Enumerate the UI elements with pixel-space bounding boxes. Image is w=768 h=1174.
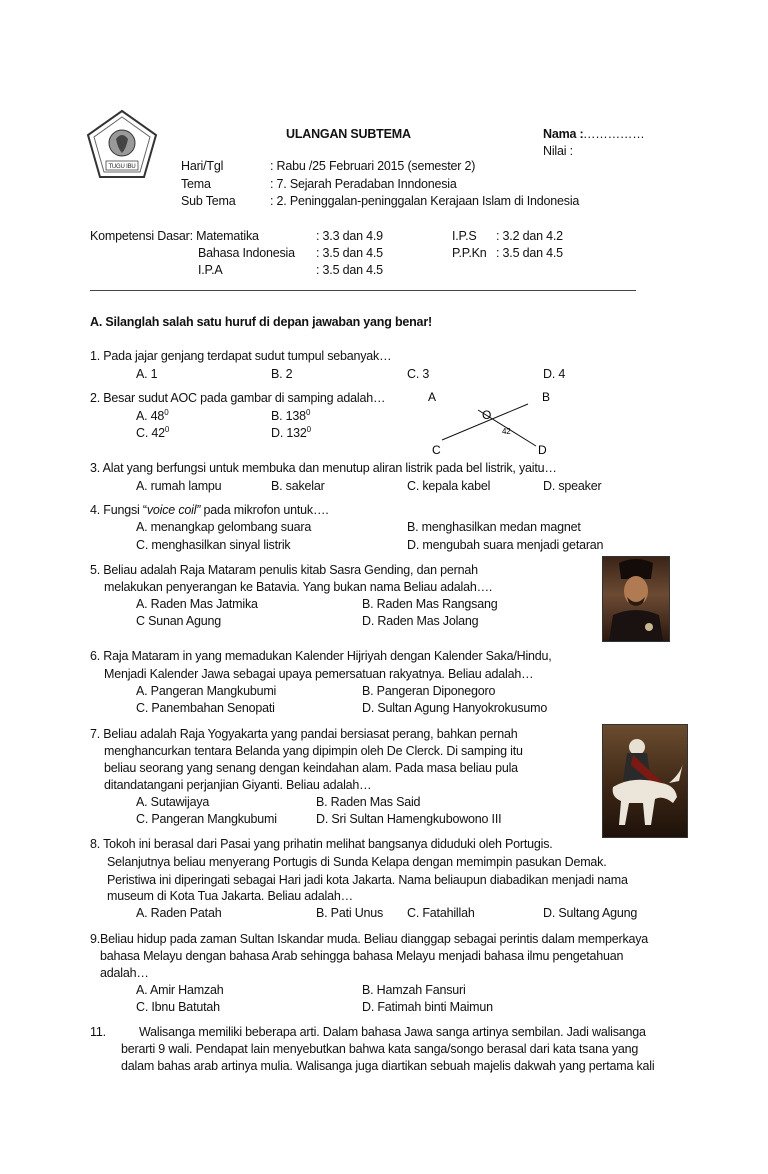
section-a-heading: A. Silanglah salah satu huruf di depan jawaban yang benar! xyxy=(90,315,432,329)
diponegoro-on-horse-painting xyxy=(602,724,688,838)
nilai-label: Nilai : xyxy=(543,144,573,158)
q8-option-a[interactable]: A. Raden Patah xyxy=(136,906,222,920)
q2-text: 2. Besar sudut AOC pada gambar di samping adalah… xyxy=(90,391,386,405)
q1-option-c[interactable]: C. 3 xyxy=(407,367,430,381)
q3-option-d[interactable]: D. speaker xyxy=(543,479,602,493)
q8-text-line3: Peristiwa ini diperingati sebagai Hari jadi kota Jakarta. Nama beliaupun diabadikan menjadi nama xyxy=(107,873,628,887)
kd-ips-value: : 3.2 dan 4.2 xyxy=(496,229,563,243)
q4-text: 4. Fungsi “voice coil” pada mikrofon untuk…. xyxy=(90,503,329,517)
sultan-agung-portrait xyxy=(602,556,670,642)
q11-text-line2: berarti 9 wali. Pendapat lain menyebutkan bahwa kata sanga/songo berasal dari kata tsana yang xyxy=(121,1042,639,1056)
q1-option-a[interactable]: A. 1 xyxy=(136,367,158,381)
q4-option-d[interactable]: D. mengubah suara menjadi getaran xyxy=(407,538,604,552)
kd-ipa-value: : 3.5 dan 4.5 xyxy=(316,263,383,277)
tema-value: : 7. Sejarah Peradaban Inndonesia xyxy=(270,177,457,191)
q7-text-line4: ditandatangani perjanjian Giyanti. Beliau adalah… xyxy=(104,778,372,792)
q6-option-d[interactable]: D. Sultan Agung Hanyokrokusumo xyxy=(362,701,548,715)
q7-text-line3: beliau seorang yang senang dengan keindahan alam. Pada masa beliau pula xyxy=(104,761,518,775)
point-b-label: B xyxy=(542,390,550,404)
q9-option-c[interactable]: C. Ibnu Batutah xyxy=(136,1000,220,1014)
q9-text-line1: 9.Beliau hidup pada zaman Sultan Iskandar muda. Beliau dianggap sebagai perintis dalam memperkaya xyxy=(90,932,649,946)
nama-field[interactable]: …………… xyxy=(583,127,645,141)
kd-ppkn-label: P.P.Kn xyxy=(452,246,487,260)
q4-option-a[interactable]: A. menangkap gelombang suara xyxy=(136,520,312,534)
kd-bindo-value: : 3.5 dan 4.5 xyxy=(316,246,383,260)
q11-text-line3: dalam bahas arab artinya mulia. Walisanga juga diartikan sebuah majelis dakwah yang pertama kali xyxy=(121,1059,655,1073)
subtema-label: Sub Tema xyxy=(181,194,236,208)
q5-option-c[interactable]: C Sunan Agung xyxy=(136,614,221,628)
q9-text-line2: bahasa Melayu dengan bahasa Arab sehingga bahasa Melayu menjadi bahasa ilmu pengetahuan xyxy=(100,949,624,963)
q5-option-a[interactable]: A. Raden Mas Jatmika xyxy=(136,597,258,611)
q6-option-a[interactable]: A. Pangeran Mangkubumi xyxy=(136,684,277,698)
kd-mat-value: : 3.3 dan 4.9 xyxy=(316,229,383,243)
q6-option-c[interactable]: C. Panembahan Senopati xyxy=(136,701,275,715)
kd-ipa-label: I.P.A xyxy=(198,263,223,277)
hari-value: : Rabu /25 Februari 2015 (semester 2) xyxy=(270,159,476,173)
q9-option-d[interactable]: D. Fatimah binti Maimun xyxy=(362,1000,493,1014)
q5-option-d[interactable]: D. Raden Mas Jolang xyxy=(362,614,479,628)
q4-option-b[interactable]: B. menghasilkan medan magnet xyxy=(407,520,581,534)
q9-text-line3: adalah… xyxy=(100,966,149,980)
point-d-label: D xyxy=(538,443,547,457)
q9-option-b[interactable]: B. Hamzah Fansuri xyxy=(362,983,466,997)
q6-option-b[interactable]: B. Pangeran Diponegoro xyxy=(362,684,496,698)
point-a-label: A xyxy=(428,390,436,404)
q8-option-d[interactable]: D. Sultang Agung xyxy=(543,906,638,920)
q9-option-a[interactable]: A. Amir Hamzah xyxy=(136,983,224,997)
q2-option-b[interactable]: B. $138^0$ xyxy=(271,407,311,423)
q5-text-line1: 5. Beliau adalah Raja Mataram penulis kitab Sasra Gending, dan pernah xyxy=(90,563,478,577)
q8-text-line1: 8. Tokoh ini berasal dari Pasai yang prihatin melihat bangsanya diduduki oleh Portugis. xyxy=(90,837,553,851)
point-c-label: C xyxy=(432,443,441,457)
q8-option-c[interactable]: C. Fatahillah xyxy=(407,906,475,920)
header-divider xyxy=(90,290,636,291)
q5-option-b[interactable]: B. Raden Mas Rangsang xyxy=(362,597,498,611)
q2-option-a[interactable]: A. $48^0$ xyxy=(136,407,169,423)
hari-label: Hari/Tgl xyxy=(181,159,224,173)
q3-option-b[interactable]: B. sakelar xyxy=(271,479,325,493)
kd-ppkn-value: : 3.5 dan 4.5 xyxy=(496,246,563,260)
tema-label: Tema xyxy=(181,177,211,191)
q3-option-a[interactable]: A. rumah lampu xyxy=(136,479,222,493)
q4-option-c[interactable]: C. menghasilkan sinyal listrik xyxy=(136,538,291,552)
q3-text: 3. Alat yang berfungsi untuk membuka dan menutup aliran listrik pada bel listrik, yaitu… xyxy=(90,461,557,475)
q3-option-c[interactable]: C. kepala kabel xyxy=(407,479,491,493)
subtema-value: : 2. Peninggalan-peninggalan Kerajaan Islam di Indonesia xyxy=(270,194,580,208)
q7-option-d[interactable]: D. Sri Sultan Hamengkubowono III xyxy=(316,812,502,826)
q2-option-c[interactable]: C. $42^0$ xyxy=(136,424,170,440)
q7-text-line2: menghancurkan tentara Belanda yang dipimpin oleh De Clerck. Di samping itu xyxy=(104,744,523,758)
nama-label: Nama : xyxy=(543,127,584,141)
q6-text-line2: Menjadi Kalender Jawa sebagai upaya pemersatuan rakyatnya. Beliau adalah… xyxy=(104,667,534,681)
kd-ips-label: I.P.S xyxy=(452,229,477,243)
kd-bindo-label: Bahasa Indonesia xyxy=(198,246,295,260)
logo-text: TUGU IBU xyxy=(108,164,136,170)
q11-text-line1: Walisanga memiliki beberapa arti. Dalam bahasa Jawa sanga artinya sembilan. Jadi walisanga xyxy=(139,1025,646,1039)
q1-option-b[interactable]: B. 2 xyxy=(271,367,293,381)
q8-text-line4: museum di Kota Tua Jakarta. Beliau adalah… xyxy=(107,889,353,903)
kd-label: Kompetensi Dasar: Matematika xyxy=(90,229,259,243)
q7-option-a[interactable]: A. Sutawijaya xyxy=(136,795,210,809)
q1-option-d[interactable]: D. 4 xyxy=(543,367,566,381)
q5-text-line2: melakukan penyerangan ke Batavia. Yang bukan nama Beliau adalah…. xyxy=(104,580,493,594)
q11-number: 11. xyxy=(90,1025,106,1039)
q8-text-line2: Selanjutnya beliau menyerang Portugis di Sunda Kelapa dengan memimpin pasukan Demak. xyxy=(107,855,607,869)
angle-diagram xyxy=(420,388,560,460)
q6-text-line1: 6. Raja Mataram in yang memadukan Kalender Hijriyah dengan Kalender Saka/Hindu, xyxy=(90,649,552,663)
q2-option-d[interactable]: D. $132^0$ xyxy=(271,424,311,440)
q7-option-b[interactable]: B. Raden Mas Said xyxy=(316,795,421,809)
page-title: ULANGAN SUBTEMA xyxy=(286,127,411,141)
q7-text-line1: 7. Beliau adalah Raja Yogyakarta yang pandai bersiasat perang, bahkan pernah xyxy=(90,727,518,741)
angle-value-label: 42 xyxy=(502,427,511,436)
q7-option-c[interactable]: C. Pangeran Mangkubumi xyxy=(136,812,277,826)
q8-option-b[interactable]: B. Pati Unus xyxy=(316,906,384,920)
q1-text: 1. Pada jajar genjang terdapat sudut tumpul sebanyak… xyxy=(90,349,392,363)
school-logo xyxy=(86,109,158,181)
point-o-label: O xyxy=(482,408,492,422)
